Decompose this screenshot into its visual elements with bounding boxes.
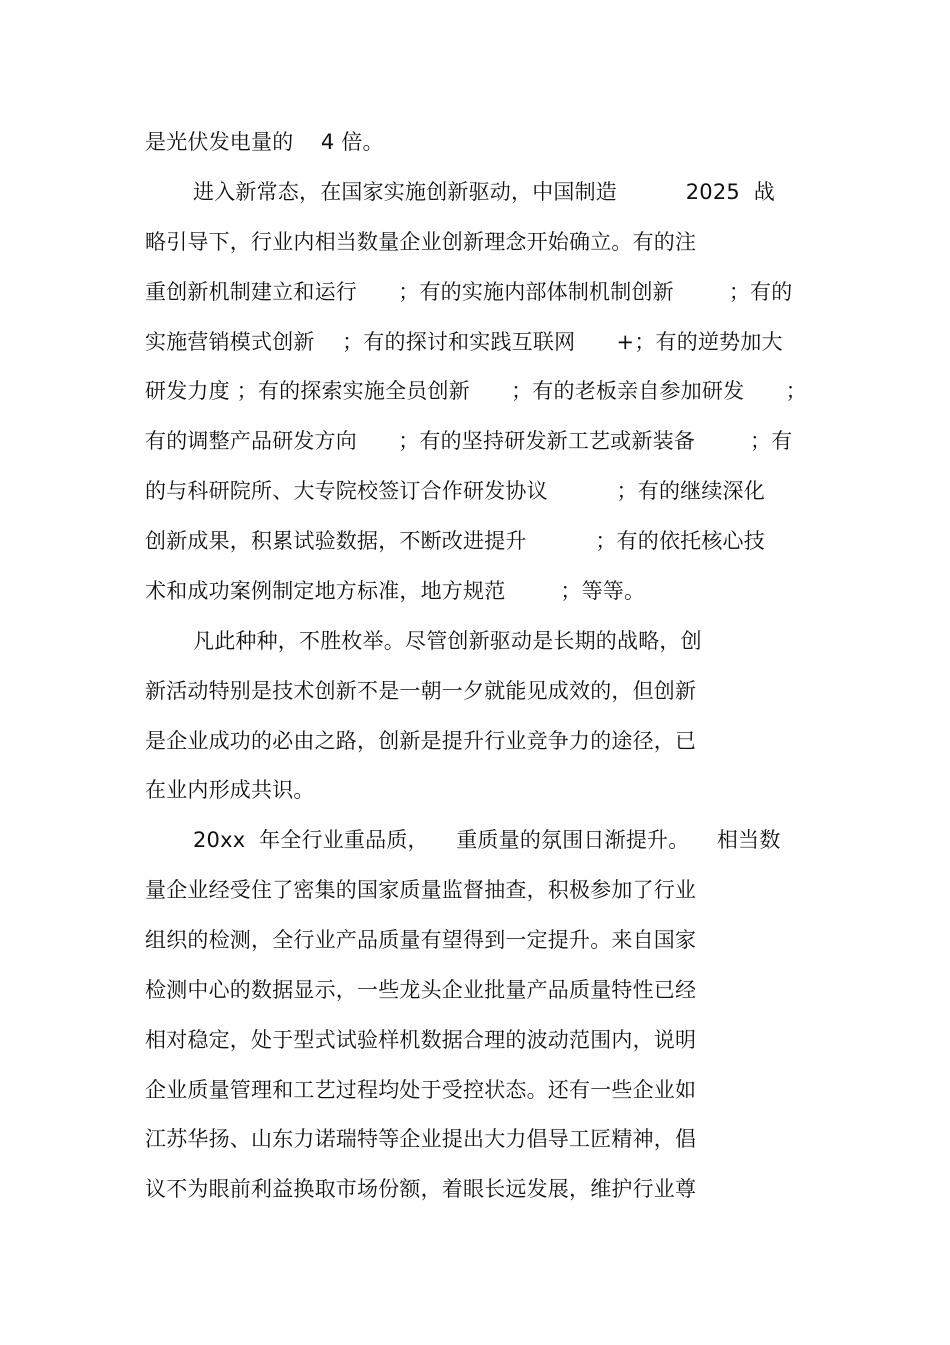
text-line: 议不为眼前利益换取市场份额，着眼长远发展，维护行业尊 <box>145 1177 697 1201</box>
text-line: 研发力度 ；有的探索实施全员创新 ；有的老板亲自参加研发 ； <box>145 379 807 403</box>
text-line: 在业内形成共识。 <box>145 778 315 802</box>
text-line: 江苏华扬、山东力诺瑞特等企业提出大力倡导工匠精神，倡 <box>145 1127 697 1151</box>
text-line: 略引导下，行业内相当数量企业创新理念开始确立。有的注 <box>145 230 697 254</box>
text-line: 实施营销模式创新 ；有的探讨和实践互联网 +；有的逆势加大 <box>145 330 783 354</box>
text-line: 相对稳定，处于型式试验样机数据合理的波动范围内，说明 <box>145 1028 697 1052</box>
text-line: 是光伏发电量的 4 倍。 <box>145 130 384 154</box>
text-line: 术和成功案例制定地方标准，地方规范 ；等等。 <box>145 579 646 603</box>
text-line: 创新成果，积累试验数据，不断改进提升 ；有的依托核心技 <box>145 529 765 553</box>
text-line: 企业质量管理和工艺过程均处于受控状态。还有一些企业如 <box>145 1078 697 1102</box>
text-line: 的与科研院所、大专院校签订合作研发协议 ；有的继续深化 <box>145 479 765 503</box>
text-line: 量企业经受住了密集的国家质量监督抽查，积极参加了行业 <box>145 878 697 902</box>
paragraph-start-line: 20xx 年全行业重品质， 重质量的氛围日渐提升。 相当数 <box>193 828 781 852</box>
paragraph-start-line: 凡此种种，不胜枚举。尽管创新驱动是长期的战略，创 <box>193 629 702 653</box>
text-line: 组织的检测，全行业产品质量有望得到一定提升。来自国家 <box>145 928 697 952</box>
paragraph-start-line: 进入新常态，在国家实施创新驱动，中国制造 2025 战 <box>193 180 775 204</box>
text-line: 重创新机制建立和运行 ；有的实施内部体制机制创新 ；有的 <box>145 280 793 304</box>
text-line: 检测中心的数据显示，一些龙头企业批量产品质量特性已经 <box>145 978 697 1002</box>
text-line: 新活动特别是技术创新不是一朝一夕就能见成效的，但创新 <box>145 679 697 703</box>
text-line: 是企业成功的必由之路，创新是提升行业竞争力的途径，已 <box>145 729 697 753</box>
text-line: 有的调整产品研发方向 ；有的坚持研发新工艺或新装备 ；有 <box>145 429 793 453</box>
